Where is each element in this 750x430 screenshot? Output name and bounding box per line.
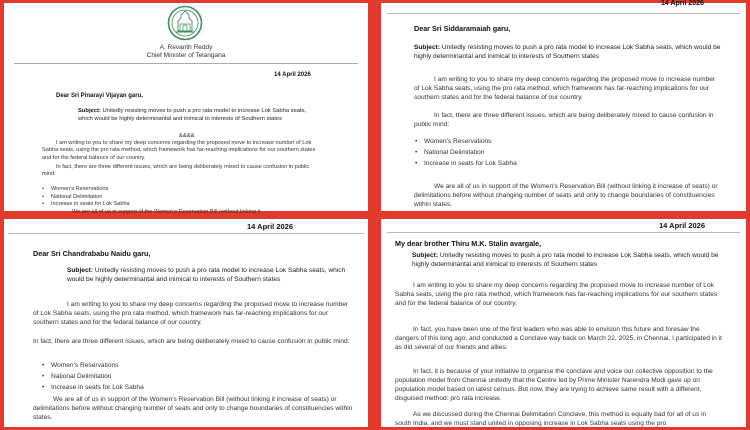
list-item: • Women's Reservations xyxy=(415,136,517,147)
salutation: Dear Sri Pinarayi Vijayan garu, xyxy=(56,93,143,99)
letterhead-divider xyxy=(8,233,364,234)
subject-label: Subject: xyxy=(412,252,439,259)
telangana-emblem-icon xyxy=(167,5,203,41)
subject-line xyxy=(414,43,734,61)
list-item: • Increase in seats for Lok Sabha xyxy=(415,158,517,169)
list-item: • National Delimitation xyxy=(415,147,517,158)
subject-label: Subject: xyxy=(78,108,101,114)
separator: &&&& xyxy=(179,133,195,139)
issues-list xyxy=(42,186,130,209)
letter-panel-siddaramaiah xyxy=(381,0,746,211)
letter-date: 14 April 2026 xyxy=(274,72,311,78)
letter-date: 14 April 2026 xyxy=(659,221,705,230)
subject-label: Subject: xyxy=(67,267,94,274)
paragraph: We are all of us in support of the Women's Reservation Bill (without linking it xyxy=(72,209,261,215)
subject-text: Unitedly resisting moves to push a pro rata model to increase Lok Sabha seats, which would be highly determinantal and inimical to interests of Southern states xyxy=(414,44,721,60)
paragraph: I am writing to you to share my deep concerns regarding the proposed move to increase number of Lok Sabha seats, using the pro rata method, which framework has far-reaching implications for our southern states and for the federal balance of our country. xyxy=(33,301,349,326)
list-item: • Women's Reservations xyxy=(42,186,130,194)
paragraph: I am writing to you to share my deep concerns regarding the proposed move to increase number of Lok Sabha seats, using the pro rata method, which framework has far-reaching implications for our southern states and for the federal balance of our country. xyxy=(414,76,716,101)
paragraph: In fact, there are three different issues, which are being deliberately mixed to cause confusion in public mind: xyxy=(414,112,714,128)
issues-list xyxy=(415,136,517,169)
letterhead-divider xyxy=(387,13,740,14)
subject-line xyxy=(412,251,732,269)
letter-panel-vijayan xyxy=(4,3,368,215)
salutation: My dear brother Thiru M.K. Stalin avargale, xyxy=(395,239,542,248)
paragraph: In fact, it is because of your initiative to organise the conclave and voice our collective opposition to the population model from Chennai unitedly that the Centre led by Prime Minister Narendra Modi gave up on population model based on latest census. But now, they are trying to achieve same result with a different, disguised method: pro rata increase. xyxy=(395,368,713,402)
letterhead-title: Chief Minister of Telangana xyxy=(146,52,226,59)
salutation: Dear Sri Siddaramaiah garu, xyxy=(414,24,511,33)
paragraph: We are all of us in support of the Women's Reservation Bill (without linking it increase of seats) or delimitations before without changing number of seats and only to change boundaries of constituencies within states. xyxy=(414,183,718,208)
letter-date: 14 April 2026 xyxy=(661,0,704,7)
list-item: • National Delimitation xyxy=(42,371,144,382)
paragraph: We are all of us in support of the Women's Reservation Bill (without linking it increase of seats) or delimitations before without changing number of seats and only to change boundaries of constituencies within states. xyxy=(33,396,353,421)
subject-text: Unitedly resisting moves to push a pro rata model to increase Lok Sabha seats, which would be highly determinantal and inimical to interests of Southern states xyxy=(67,267,346,283)
letter-panel-stalin xyxy=(381,219,746,427)
paragraph: In fact, there are three different issues, which are being deliberately mixed to cause confusion in public mind: xyxy=(42,164,310,178)
paragraph: I am writing to you to share my deep concerns regarding the proposed move to increase number of Lok Sabha seats, using the pro rata method, which framework has far-reaching implications for our southern states and for the federal balance of our country. xyxy=(42,140,316,161)
letter-panel-naidu xyxy=(4,219,368,427)
paragraph: In fact, there are three different issues, which are being deliberately mixed to cause confusion in public mind: xyxy=(33,338,350,345)
subject-text: Unitedly resisting moves to push a pro rata model to increase Lok Sabha seats, which would be highly determinantal and inimical to interests of Southern states xyxy=(78,108,307,122)
letter-date: 14 April 2026 xyxy=(247,222,293,231)
list-item: • Increase in seats for Lok Sabha xyxy=(42,201,130,209)
paragraph: I am writing to you to share my deep concerns regarding the proposed move to increase number of Lok Sabha seats, using the pro rata method, which framework has far-reaching implications for our southern states and for the federal balance of our country. xyxy=(395,282,718,307)
subject-line xyxy=(67,266,357,284)
list-item: • National Delimitation xyxy=(42,194,130,202)
paragraph: As we discussed during the Chennai Delimitation Conclave, this method is equally bad for all of us in south India, and we must stand united in opposing increase in Lok Sabha seats using the pro xyxy=(395,411,707,427)
subject-label: Subject: xyxy=(414,44,441,51)
list-item: • Women's Reservations xyxy=(42,360,144,371)
letterhead-name: A. Revanth Reddy xyxy=(159,44,213,51)
list-item: • Increase in seats for Lok Sabha xyxy=(42,382,144,393)
issues-list xyxy=(42,360,144,393)
subject-line xyxy=(78,107,308,123)
letterhead-divider xyxy=(14,63,358,64)
subject-text: Unitedly resisting moves to push a pro rata model to increase Lok Sabha seats, which would be highly determinantal and inimical to interests of Southern states xyxy=(412,252,719,268)
paragraph: In fact, you have been one of the first leaders who was able to envision this future and foresaw the dangers of this long ago, and conducted a Conclave way back on March 22, 2025, in Chennai. I participated in it as did several of our friends and allies. xyxy=(395,326,722,351)
letterhead-divider xyxy=(387,232,740,233)
salutation: Dear Sri Chandrababu Naidu garu, xyxy=(33,249,151,258)
